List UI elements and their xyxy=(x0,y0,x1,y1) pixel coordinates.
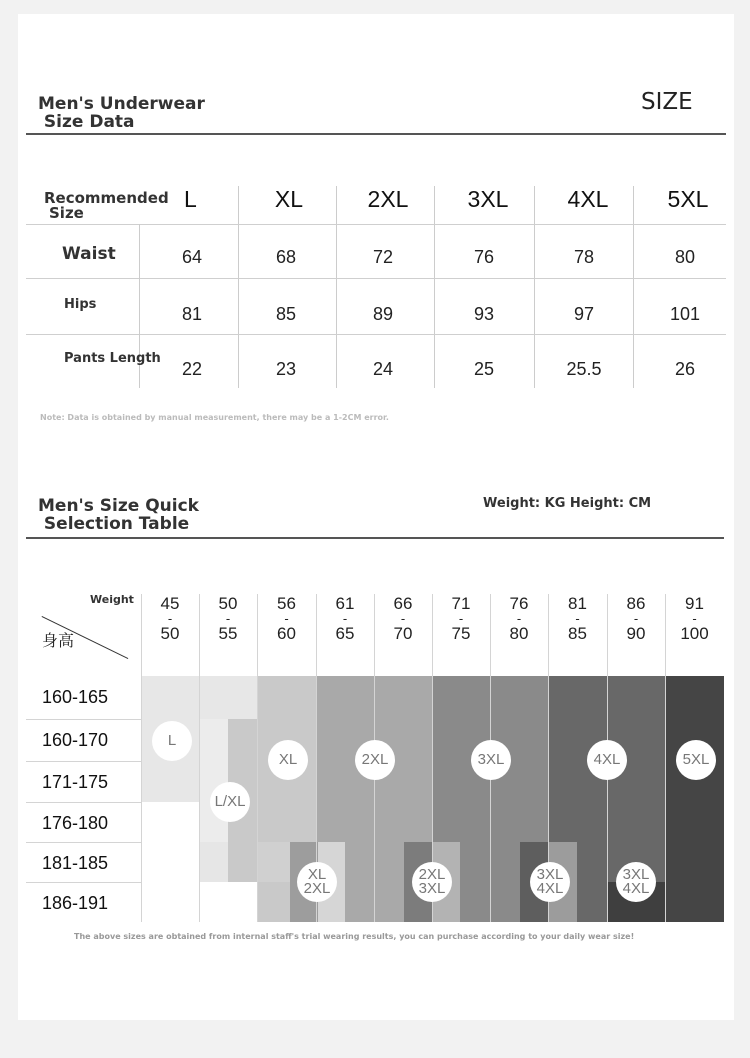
height-range-label: 171-175 xyxy=(42,772,109,792)
weight-range-header xyxy=(142,595,198,643)
weight-range-header xyxy=(550,595,606,643)
table-grid-hline xyxy=(26,278,726,279)
weight-range-bottom: 75 xyxy=(451,624,471,643)
size-column-header: 4XL xyxy=(567,186,609,212)
weight-range-top: 56 xyxy=(277,594,296,613)
size-badge-xl xyxy=(268,740,308,780)
table-grid-vline xyxy=(238,186,239,388)
measurement-row-label: Waist xyxy=(62,244,116,264)
size-badge-text: 4XL xyxy=(622,880,650,897)
quick-grid-vline xyxy=(665,594,666,922)
size-zone-l xyxy=(199,676,257,719)
weight-range-bottom: 55 xyxy=(218,624,238,643)
table-grid-vline xyxy=(434,186,435,388)
quick-grid-hline xyxy=(26,842,141,843)
size-badge-two-xl-3xl xyxy=(412,862,452,902)
size-badge-three-xl-4xl-a xyxy=(530,862,570,902)
measurement-cell: 68 xyxy=(275,247,297,267)
size-badge-four-xl xyxy=(587,740,627,780)
weight-range-top: 61 xyxy=(335,594,355,613)
quick-grid-hline xyxy=(26,802,141,803)
size-badge-text: 2XL xyxy=(361,751,389,768)
weight-range-dash: - xyxy=(284,611,289,626)
weight-range-dash: - xyxy=(225,611,231,626)
weight-axis-label: Weight xyxy=(90,593,134,606)
size-badge-l xyxy=(152,721,192,761)
measurement-cell: 85 xyxy=(275,304,297,324)
weight-range-top: 45 xyxy=(160,594,180,613)
weight-range-dash: - xyxy=(575,611,580,626)
size-badge-three-xl-4xl-b xyxy=(616,862,656,902)
size-zone-xl xyxy=(228,842,257,882)
size-badge-two-xl xyxy=(355,740,395,780)
title-line-1: Men's Size Quick xyxy=(38,496,199,516)
size-zone-transition xyxy=(345,882,374,922)
measurement-cell: 76 xyxy=(473,247,495,267)
measurement-cell: 24 xyxy=(372,359,394,379)
size-badge-text: L/XL xyxy=(214,793,246,810)
measurement-cell: 22 xyxy=(181,359,203,379)
size-column-header: 3XL xyxy=(467,186,509,212)
weight-range-top: 91 xyxy=(685,594,704,613)
table-grid-hline xyxy=(26,334,726,335)
size-column-header: L xyxy=(184,186,197,212)
weight-range-top: 76 xyxy=(509,594,529,613)
weight-range-header xyxy=(200,595,256,643)
weight-range-bottom: 65 xyxy=(335,624,355,643)
weight-range-bottom: 90 xyxy=(626,624,646,643)
size-badge-text: XL xyxy=(278,751,298,768)
weight-range-top: 50 xyxy=(218,594,238,613)
quick-grid-vline xyxy=(257,594,258,922)
table-grid-vline xyxy=(336,186,337,388)
weight-range-header xyxy=(317,595,373,643)
weight-range-bottom: 70 xyxy=(393,624,413,643)
height-range-label: 181-185 xyxy=(42,853,109,873)
measurement-cell: 97 xyxy=(573,304,595,324)
measurement-cell: 89 xyxy=(372,304,394,324)
weight-range-dash: - xyxy=(167,611,173,626)
size-badge-text: 2XL xyxy=(418,866,446,883)
size-badge-text: 3XL xyxy=(536,866,564,883)
measurement-cell: 93 xyxy=(473,304,495,324)
size-badge-three-xl xyxy=(471,740,511,780)
size-zone-5xl xyxy=(665,676,724,922)
title-line-1: Men's Underwear xyxy=(38,94,205,114)
quick-grid-hline xyxy=(26,761,141,762)
quick-selection-title xyxy=(38,497,199,533)
title-line-2: Selection Table xyxy=(38,514,190,534)
size-column-header: XL xyxy=(274,186,304,212)
weight-range-bottom: 85 xyxy=(568,624,587,643)
size-zone-transition xyxy=(577,882,607,922)
height-axis-label: 身高 xyxy=(42,631,75,650)
size-zone-transition xyxy=(460,882,490,922)
measurement-row-label: Pants Length xyxy=(64,351,161,366)
weight-range-dash: - xyxy=(633,611,639,626)
section-divider-2 xyxy=(26,537,724,539)
measurement-cell: 81 xyxy=(181,304,203,324)
size-column-header: 2XL xyxy=(367,186,409,212)
weight-range-header xyxy=(667,595,723,643)
quick-grid-hline xyxy=(26,719,141,720)
measurement-row-label: Hips xyxy=(64,297,97,312)
units-label: Weight: KG Height: CM xyxy=(483,496,652,511)
height-range-label: 176-180 xyxy=(42,813,109,833)
weight-range-top: 81 xyxy=(568,594,587,613)
weight-range-dash: - xyxy=(692,611,697,626)
measurement-cell: 64 xyxy=(181,247,203,267)
weight-range-header xyxy=(608,595,664,643)
height-range-label: 160-165 xyxy=(42,687,109,707)
weight-range-header xyxy=(375,595,431,643)
corner-line-2: Size xyxy=(49,204,84,222)
size-badge-text: 3XL xyxy=(622,866,650,883)
size-badge-five-xl xyxy=(676,740,716,780)
table-grid-hline xyxy=(26,224,726,225)
size-zone-transition xyxy=(490,882,520,922)
size-badge-text: L xyxy=(167,732,177,749)
size-badge-text: 3XL xyxy=(477,751,505,768)
measurement-cell: 25.5 xyxy=(566,359,602,379)
table-grid-vline xyxy=(633,186,634,388)
measurement-note: Note: Data is obtained by manual measurement, there may be a 1-2CM error. xyxy=(40,413,389,422)
size-badge-text: 3XL xyxy=(418,880,446,897)
underwear-size-title xyxy=(38,95,205,131)
weight-range-top: 71 xyxy=(451,594,471,613)
size-badge-text: 4XL xyxy=(536,880,564,897)
size-zone-l-xl xyxy=(228,719,257,842)
size-heading: SIZE xyxy=(641,89,693,115)
size-column-header: 5XL xyxy=(667,186,709,212)
size-zone-transition xyxy=(577,842,607,882)
measurement-cell: 78 xyxy=(573,247,595,267)
measurement-cell: 72 xyxy=(372,247,394,267)
size-zone-xl xyxy=(199,842,228,882)
size-badge-text: 5XL xyxy=(682,751,710,768)
measurement-cell: 80 xyxy=(674,247,696,267)
quick-grid-vline xyxy=(141,594,142,922)
size-zone-transition xyxy=(374,882,404,922)
height-range-label: 160-170 xyxy=(42,730,109,750)
trial-footnote: The above sizes are obtained from internal staff's trial wearing results, you can purchase according to your daily wear size! xyxy=(74,932,635,941)
measurement-cell: 101 xyxy=(669,304,701,324)
corner-line-1: Recommended xyxy=(44,189,169,207)
section-divider-1 xyxy=(26,133,726,135)
weight-range-bottom: 80 xyxy=(509,624,529,643)
measurement-cell: 23 xyxy=(275,359,297,379)
size-badge-l-xl xyxy=(210,782,250,822)
measurement-cell: 26 xyxy=(674,359,696,379)
size-badge-text: 2XL xyxy=(303,880,331,897)
weight-range-dash: - xyxy=(342,611,348,626)
weight-range-top: 86 xyxy=(626,594,646,613)
size-badge-text: 4XL xyxy=(593,751,621,768)
table-grid-vline xyxy=(534,186,535,388)
quick-grid-hline xyxy=(26,882,141,883)
weight-range-top: 66 xyxy=(393,594,413,613)
weight-range-dash: - xyxy=(516,611,522,626)
measurement-cell: 25 xyxy=(473,359,495,379)
weight-range-header xyxy=(433,595,489,643)
quick-grid-vline xyxy=(199,594,200,922)
weight-range-bottom: 50 xyxy=(160,624,180,643)
title-line-2: Size Data xyxy=(38,112,135,132)
height-range-label: 186-191 xyxy=(42,893,109,913)
size-badge-xl-2xl xyxy=(297,862,337,902)
weight-range-dash: - xyxy=(400,611,406,626)
size-zone-transition xyxy=(257,842,290,882)
weight-range-dash: - xyxy=(458,611,464,626)
weight-range-header xyxy=(491,595,547,643)
weight-range-header xyxy=(259,595,315,643)
weight-range-bottom: 100 xyxy=(680,624,709,643)
size-zone-transition xyxy=(257,882,290,922)
size-badge-text: XL xyxy=(307,866,327,883)
weight-range-bottom: 60 xyxy=(277,624,296,643)
